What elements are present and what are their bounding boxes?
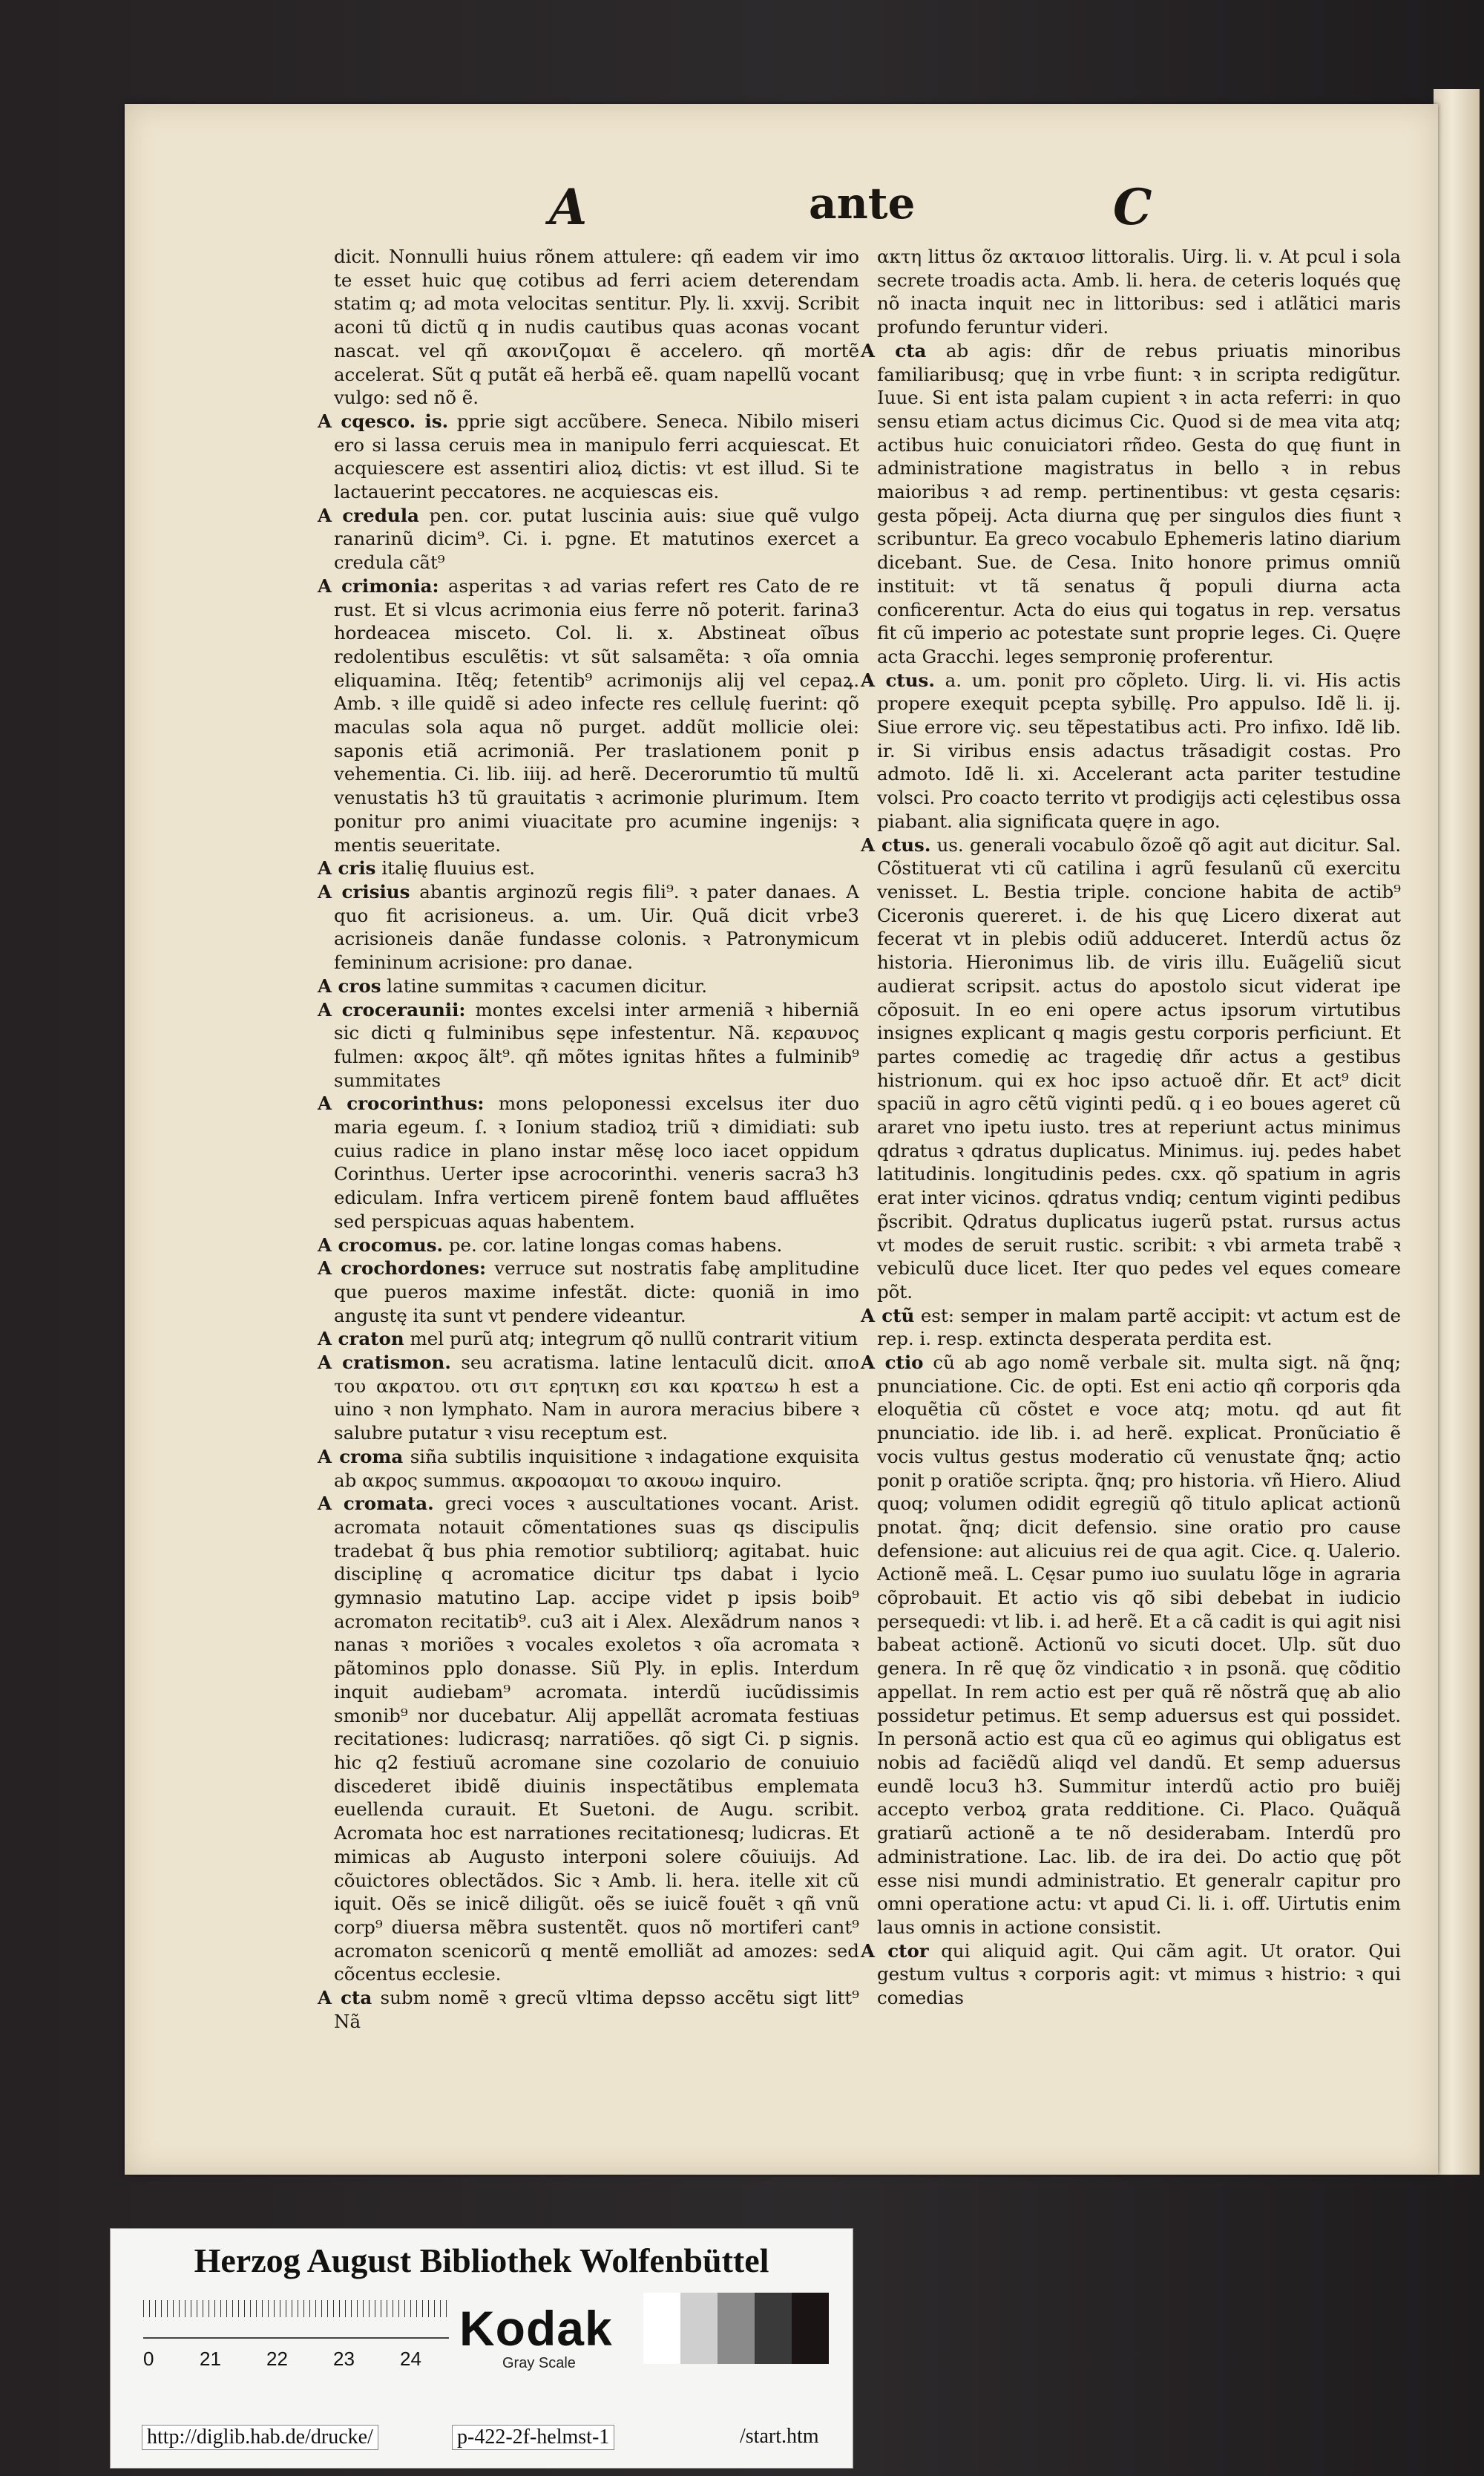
ruler-tick-label: 21 <box>200 2348 221 2370</box>
dictionary-entry <box>861 1939 1401 2010</box>
gray-swatch <box>718 2293 755 2364</box>
entry-headword: A crocomus. <box>318 1234 444 1256</box>
text-column-left <box>318 245 859 2033</box>
entry-headword: A cratismon. <box>318 1352 451 1374</box>
entry-text: montes excelsi inter armeniã ꝛ hiberniã sic dicti q fulminibus sępe infestentur. Nã. κεραυνος fulmen: ακρος ãlt⁹. qñ mõtes ignitas hñtes a fulminib⁹ summitates <box>334 998 860 1091</box>
ruler-tick-label: 0 <box>143 2348 154 2370</box>
dictionary-entry <box>318 1986 859 2033</box>
entry-headword: A ctio <box>861 1352 924 1374</box>
entry-text: est: semper in malam partẽ accipit: vt actum est de rep. i. resp. extincta desperata perdita est. <box>877 1304 1401 1350</box>
ruler-ticks <box>143 2348 455 2373</box>
entry-text: seu acratisma. latine lentaculũ dicit. απο του ακρατου. οτι σιτ ερητικη εσι και κρατεω h est a uino ꝛ non lymphato. Nam in aurora meracius bibere ꝛ salubre putatur ꝛ visu receptum est. <box>334 1352 859 1444</box>
entry-text: pen. cor. putat luscinia auis: siue quẽ vulgo ranarinũ dicim⁹. Ci. i. pgne. Et matutinos exercet a credula cãt⁹ <box>334 504 860 574</box>
kodak-logo: Kodak <box>459 2301 613 2356</box>
dictionary-entry <box>861 1304 1401 1351</box>
gray-swatch <box>792 2293 829 2364</box>
continued-text <box>318 245 859 410</box>
library-name: Herzog August Bibliothek Wolfenbüttel <box>194 2241 769 2279</box>
entry-text: pe. cor. latine longas comas habens. <box>448 1234 783 1256</box>
url-suffix[interactable]: /start.htm <box>740 2425 819 2448</box>
dictionary-entry <box>318 1327 859 1351</box>
dictionary-entry <box>318 574 859 857</box>
running-head-left: A <box>549 178 588 236</box>
entry-text: greci voces ꝛ auscultationes vocant. Arist. acromata notauit cõmentationes suas qs discipulis tradebat q̃ bus phia remotior subtiliorq; agitabat. huic disciplinę q acromatice dicitur tps dabat i lycio gymnasio matutino Lap. accipe videt p ipsis boib⁹ acromaton recitatib⁹. cu3 ait i Alex. Alexãdrum nanos ꝛ nanas ꝛ moriões ꝛ vocales exoletos ꝛ oĩa acromata ꝛ pãtominos pplo donasse. Siũ Ply. in eplis. Interdum inquit audiebam⁹ acromata. interdũ iucũdissimis smonib⁹ nor ducebatur. Alij appellãt acromata festiuas recitationes: ludicrasq; narratiões. qõ sigt Ci. p signis. hic q2 festiuũ acromane sine cozolario de conuiuio discederet ibidẽ diuinis inspectãtibus emplemata euellenda curauit. Et Suetoni. de Augu. scribit. Acromata hoc est narrationes recitationesq; ludicras. Et mimicas ab Augusto interponi solere cõuiuijs. Ad cõuictores oblectãdos. Sic ꝛ Amb. li. hera. itelle xit cũ iquit. Oẽs se inicẽ diligũt. oẽs se iuicẽ fouẽt ꝛ qñ vnũ corp⁹ diuersa mẽbra sustentẽt. quos nõ mortiferi cant⁹ acromaton scenicorũ q mentẽ emolliãt ad amozes: sed cõcentus ecclesie. <box>334 1493 859 1985</box>
running-head-center: ante <box>809 178 916 229</box>
entry-headword: A ctũ <box>861 1304 915 1326</box>
running-head-right: C <box>1113 178 1152 236</box>
entry-text: ab agis: dñr de rebus priuatis minoribus familiaribusq; quę in vrbe fiunt: ꝛ in scripta redigũtur. Iuue. Si ent ista palam cupient ꝛ in acta referri: in quo sensu etiam actus dicimus Cic. Quod si de mea vita atq; actibus huic conuiciatori rñdeo. Gesta do quę fiunt in administratione magistratus in bello ꝛ in rebus maioribus ꝛ ad remp. pertinentibus: vt gesta cęsaris: gesta põpeij. Acta diurna quę per singulos dies fiunt ꝛ scribuntur. Ea greco vocabulo Ephemeris latino diarium dicebant. Sue. de Cesa. Inito honore primus omniũ instituit: vt tã senatus q̃ populi diurna acta conficerentur. Acta do eius qui togatus in rep. versatus fit cũ imperio ac potestate sunt proprie leges. Ci. Quęre acta Gracchi. leges sempronię proferentur. <box>877 339 1401 667</box>
entry-headword: A croceraunii: <box>318 998 466 1021</box>
ruler-tick-label: 24 <box>400 2348 421 2370</box>
gray-swatch <box>643 2293 680 2364</box>
entry-headword: A cromata. <box>318 1493 434 1515</box>
dictionary-entry <box>861 339 1401 669</box>
color-target-card <box>110 2228 853 2469</box>
entry-headword: A credula <box>318 504 419 526</box>
entry-text: siña subtilis inquisitione ꝛ indagatione exquisita ab ακρος summus. ακροαομαι το ακουω inquiro. <box>334 1445 859 1491</box>
entry-text: pprie sigt accũbere. Seneca. Nibilo miseri ero si lassa ceruis mea in manipulo ferri acquiescat. Et acquiescere est assentiri alioꝝ dictis: vt est illud. Si te lactauerint peccatores. ne acquiescas eis. <box>334 410 859 503</box>
entry-text: mel purũ atq; integrum qõ nullũ contrarit vitium <box>410 1328 858 1350</box>
url-base[interactable]: http://diglib.hab.de/drucke/ <box>142 2425 378 2450</box>
entry-headword: A cta <box>861 339 927 361</box>
entry-headword: A crochordones: <box>318 1257 487 1280</box>
entry-headword: A ctor <box>861 1939 929 1962</box>
entry-text: cũ ab ago nomẽ verbale sit. multa sigt. nã q̃nq; pnunciatione. Cic. de opti. Est eni actio qñ corporis qda eloquẽtia cũ cõstet e voce atq; motu. qd aut fit pnunciatio. ide lib. i. ad herẽ. explicat. Pronũciatio ẽ vocis vultus gestus moderatio cũ venustate q̃nq; actio ponit p oratiõe scripta. q̃nq; pro historia. vñ Hiero. Aliud quoq; volumen odidit egregiũ qõ titulo aplicat actionũ pnotat. q̃nq; dicit defensio. sine oratio pro cause defensione: aut alicuius rei de qua agit. Cice. q. Ualerio. Actionẽ meã. L. Cęsar pumo iuo suulatu lõge in agraria cõprobauit. Et actio vis qõ sibi debebat in iudicio persequedi: vt lib. i. ad herẽ. Et a cã cadit is qui agit nisi babeat actionẽ. Actionũ vo sicuti docet. Ulp. sũt duo genera. In rẽ quę õz vindicatio ꝛ in psonã. quę cõditio appellat. In rem actio est per quã rẽ nõstrã quę ab alio possidetur petimus. Et semp aduersus est qui possidet. In personã actio est qua cũ eo agimus qui obligatus est nobis ad faciẽdũ aliqd vel dandũ. Et semp aduersus eundẽ locu3 h3. Summitur interdũ actio pro buiẽj accepto verboꝝ grata redditione. Ci. Placo. Quãquã gratiarũ actionẽ a te nõ desiderabam. Interdũ pro administratione. Lac. lib. de ira dei. Do actio quę põt esse nisi mundi administratio. Et generalr capitur pro omni operatione actu: vt apud Ci. li. i. off. Uirtutis enim laus omnis in actione consistit. <box>877 1352 1402 1938</box>
dictionary-entry <box>861 669 1401 833</box>
dictionary-entry <box>318 1492 859 1986</box>
ruler-tick-label: 22 <box>266 2348 288 2370</box>
entry-headword: A croma <box>318 1445 404 1467</box>
dictionary-entry <box>861 1351 1401 1939</box>
dictionary-entry <box>318 504 859 574</box>
entry-headword: A crocorinthus: <box>318 1093 485 1115</box>
entry-text: asperitas ꝛ ad varias refert res Cato de re rust. Et si vlcus acrimonia eius ferre nõ poterit. farina3 hordeacea misceto. Col. li. x. Abstineat oĩbus redolentibus esculẽtis: vt sũt salsamẽta: ꝛ oĩa omnia eliquamina. Itẽq; fetentib⁹ acrimonijs alij vel cepaꝝ. Amb. ꝛ ille quidẽ si adeo infecte res cellulę fuerint: qõ maculas sola aqua nõ purget. addũt mollicie olei: saponis etiã acrimoniã. Per traslationem ponit p vehementia. Ci. lib. iiij. ad herẽ. Decerorumtio tũ multũ venustatis h3 tũ grauitatis ꝛ acrimonie plurimum. Item ponitur pro animi viuacitate pro acumine ingenijs: ꝛ mentis seueritate. <box>334 574 859 856</box>
entry-headword: A ctus. <box>861 833 931 856</box>
gray-swatch <box>680 2293 718 2364</box>
dictionary-entry <box>318 1445 859 1492</box>
dictionary-entry <box>318 1092 859 1233</box>
ruler-baseline <box>143 2337 449 2343</box>
entry-text: us. generali vocabulo õzoẽ qõ agit aut dicitur. Sal. Cõstituerat vti cũ catilina i agrũ fesulanũ cũ exercitu venisset. L. Bestia triple. concione habita de actib⁹ Ciceronis quereret. i. de his quę Licero dixerat aut fecerat vt in plebis odiũ adduceret. Interdũ actus õz historia. Hieronimus lib. de viris illu. Euãgeliũ sicut audierat scripsit. actus do apostolo sicut viderat ipe cõposuit. In eo eni opere actus ipsorum virtutibus insignes explicant q magis gestu corporis perficiunt. Et partes comedię ac tragedię dñr actus a gestibus histrionum. qui ex hoc ipso actuoẽ dñr. Et act⁹ dicit spaciũ in agro cẽtũ viginti pedũ. q i eo boues ageret cũ araret vno ipetu iusto. tres at reperiunt actus minimus qdratus ꝛ qdratus duplicatus. Minimus. iuj. pedes habet latitudinis. longitudinis pedes. cxx. qõ spatium in agris erat inter vicinos. qdratus vndiq; centum viginti pedibus p̃scribit. Qdratus duplicatus iugerũ pstat. rursus actus vt modes de seruit rustic. scribit: ꝛ vbi armeta trabẽ ꝛ vebiculũ duce licet. Iter quo pedes vel eques comeare põt. <box>877 833 1401 1303</box>
entry-text: verruce sut nostratis fabę amplitudine que pueros maxime infestãt. dicte: quoniã in imo angustę ita sunt vt pendere videantur. <box>334 1257 859 1326</box>
continued-text <box>861 245 1401 339</box>
source-url <box>111 2425 853 2454</box>
next-page-edge <box>1434 89 1480 2175</box>
dictionary-entry <box>318 1351 859 1445</box>
entry-text: mons peloponessi excelsus iter duo maria egeum. ſ. ꝛ Ionium stadioꝝ triũ ꝛ dimidiati: sub cuius radice in plano instar mẽsę loco iacet oppidum Corinthus. Uerter ipse acrocorinthi. veneris sacra3 h3 ediculam. Infra verticem pirenẽ fontem baud affluẽtes sed perspicuas aquas habentem. <box>334 1093 859 1232</box>
gray-scale-swatches <box>643 2293 829 2364</box>
dictionary-entry <box>318 975 859 998</box>
entry-headword: A cqesco. is. <box>318 410 449 432</box>
entry-text: ακτη littus õz ακταιοσ littoralis. Uirg. li. v. At pcul i sola secrete troadis acta. Amb. li. hera. de ceteris loqués quę nõ inacta inquit nec in littoribus: sed i atlãtici maris profundo feruntur videri. <box>877 246 1401 338</box>
entry-headword: A ctus. <box>861 669 935 691</box>
entry-text: italię fluuius est. <box>381 857 536 880</box>
dictionary-entry <box>318 1257 859 1327</box>
entry-headword: A crimonia: <box>318 574 439 597</box>
dictionary-entry <box>861 833 1401 1304</box>
dictionary-entry <box>318 1234 859 1257</box>
dictionary-entry <box>318 410 859 504</box>
entry-text: subm nomẽ ꝛ grecũ vltima depsso accẽtu sigt litt⁹ Nã <box>334 1987 860 2032</box>
entry-headword: A cta <box>318 1987 372 2009</box>
url-id[interactable]: p-422-2f-helmst-1 <box>452 2425 614 2450</box>
entry-headword: A crisius <box>318 880 410 903</box>
entry-text: dicit. Nonnulli huius rõnem attulere: qñ eadem vir imo te esset huic quę cotibus ad ferri aciem deterendam statim q; ad mota velocitas sentitur. Ply. li. xxvij. Scribit aconi tũ dictũ q in nudis cautibus quas aconas vocant nascat. vel qñ ακονιζομαι ẽ accelero. qñ mortẽ accelerat. Sũt q putãt eã herbã eẽ. quam napellũ vocant vulgo: sed nõ ẽ. <box>334 246 859 409</box>
entry-headword: A craton <box>318 1328 404 1350</box>
entry-text: qui aliquid agit. Qui cãm agit. Ut orator. Qui gestum vultus ꝛ corporis agit: vt mimus ꝛ histrio: ꝛ qui comedias <box>877 1939 1401 2009</box>
entry-text: latine summitas ꝛ cacumen dicitur. <box>387 975 707 997</box>
gray-scale-label: Gray Scale <box>502 2355 576 2371</box>
text-column-right <box>861 245 1401 2010</box>
dictionary-entry <box>318 998 859 1093</box>
entry-text: a. um. ponit pro cõpleto. Uirg. li. vi. His actis propere exequit pcepta sybillę. Pro appulso. Idẽ li. ij. Siue errore viç. seu tẽpestatibus acti. Pro infixo. Idẽ lib. ir. Si viribus ensis adactus trãsadigit costas. Pro admoto. Idẽ li. xi. Accelerant acta pariter testudine volsci. Pro coacto territo vt prodigijs acti cęlestibus ossa piabant. alia significata quęre in ago. <box>877 669 1401 832</box>
dictionary-entry <box>318 857 859 880</box>
entry-headword: A cris <box>318 857 376 880</box>
ruler-tick-label: 23 <box>333 2348 355 2370</box>
entry-headword: A cros <box>318 975 381 997</box>
gray-swatch <box>755 2293 792 2364</box>
entry-text: abantis arginozũ regis fili⁹. ꝛ pater danaes. A quo fit acrisioneus. a. um. Uir. Quã dicit vrbe3 acrisioneis danãe fundasse colonis. ꝛ Patronymicum femininum acrisione: pro danae. <box>334 880 859 974</box>
dictionary-entry <box>318 880 859 975</box>
running-head <box>549 178 1172 238</box>
